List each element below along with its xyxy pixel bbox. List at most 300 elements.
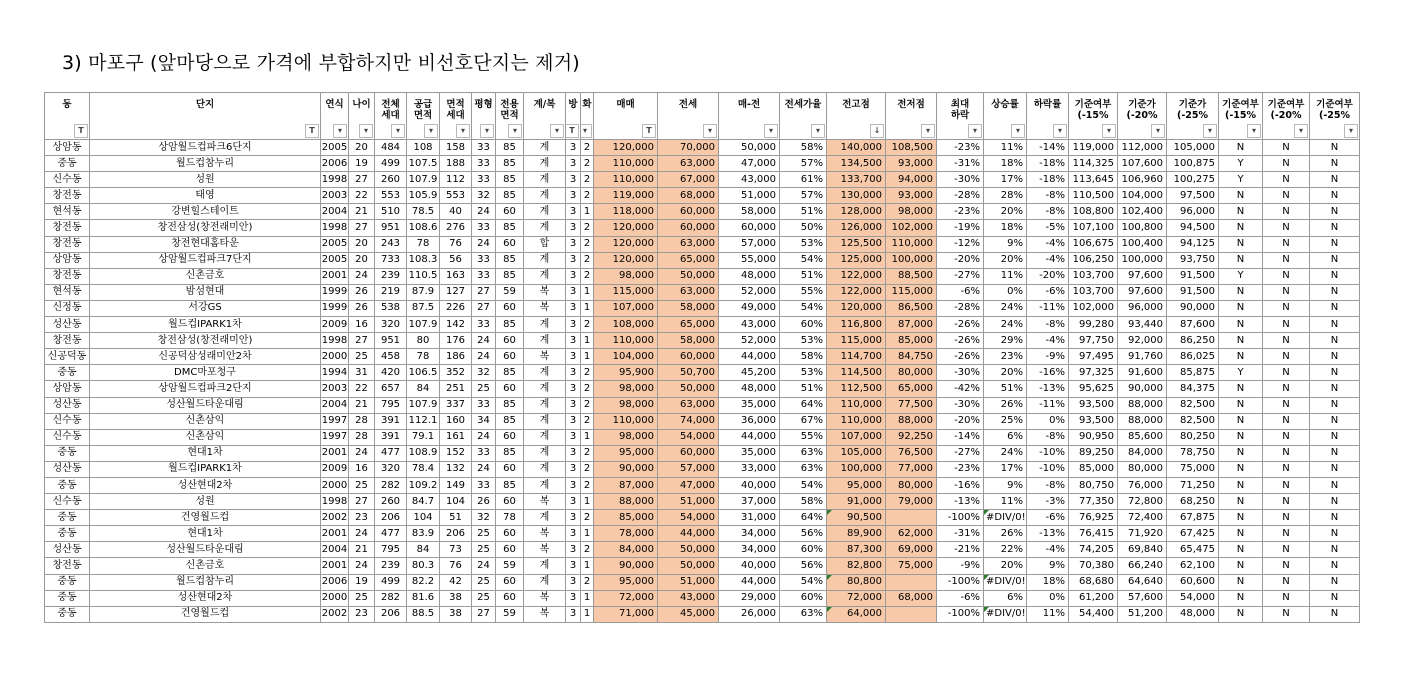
table-cell[interactable]: 102,000 (886, 220, 937, 236)
table-cell[interactable]: 87.5 (407, 300, 440, 316)
table-cell[interactable]: 119,000 (594, 188, 658, 204)
table-cell[interactable]: 58,000 (719, 204, 780, 220)
table-cell[interactable]: 70,000 (658, 140, 719, 156)
table-cell[interactable]: 31 (349, 365, 375, 381)
table-cell[interactable]: -8% (1027, 477, 1069, 493)
table-cell[interactable]: -4% (1027, 542, 1069, 558)
table-cell[interactable]: N (1263, 284, 1310, 300)
table-cell[interactable]: 82,500 (1167, 397, 1219, 413)
table-cell[interactable]: 110,000 (594, 156, 658, 172)
table-cell[interactable]: 38 (440, 606, 472, 622)
table-cell[interactable]: 63,000 (658, 236, 719, 252)
table-cell[interactable]: 1 (581, 494, 594, 510)
table-cell[interactable]: 3 (566, 172, 581, 188)
column-header[interactable] (1263, 93, 1310, 140)
table-cell[interactable]: N (1263, 461, 1310, 477)
column-header[interactable] (472, 93, 496, 140)
table-cell[interactable]: 1 (581, 333, 594, 349)
table-cell[interactable]: 60 (496, 526, 524, 542)
table-cell[interactable]: 3 (566, 333, 581, 349)
table-cell[interactable]: 103,700 (1069, 268, 1118, 284)
table-cell[interactable]: 현대1차 (90, 445, 321, 461)
table-cell[interactable]: N (1310, 300, 1360, 316)
table-cell[interactable]: N (1219, 188, 1263, 204)
table-cell[interactable]: 97,495 (1069, 349, 1118, 365)
table-cell[interactable]: 건영월드컵 (90, 606, 321, 622)
table-cell[interactable]: 99,280 (1069, 317, 1118, 333)
table-cell[interactable]: 80,000 (886, 365, 937, 381)
table-cell[interactable]: N (1219, 236, 1263, 252)
table-cell[interactable]: -19% (937, 220, 984, 236)
table-cell[interactable]: 2002 (321, 606, 349, 622)
table-cell[interactable]: 창전동 (45, 333, 90, 349)
table-cell[interactable]: 78 (407, 349, 440, 365)
table-cell[interactable]: 85 (496, 365, 524, 381)
table-cell[interactable]: N (1310, 445, 1360, 461)
table-cell[interactable]: N (1310, 220, 1360, 236)
table-cell[interactable]: 53% (780, 236, 827, 252)
table-cell[interactable]: 계 (524, 397, 566, 413)
column-header[interactable] (375, 93, 407, 140)
table-cell[interactable]: 85,000 (1069, 461, 1118, 477)
filter-dropdown-icon[interactable]: ▾ (968, 124, 982, 138)
table-cell[interactable]: 60,600 (1167, 574, 1219, 590)
table-cell[interactable]: 110,000 (827, 413, 886, 429)
table-cell[interactable]: 84 (407, 381, 440, 397)
table-cell[interactable]: -27% (937, 268, 984, 284)
table-cell[interactable]: 42 (440, 574, 472, 590)
table-cell[interactable]: 3 (566, 156, 581, 172)
table-cell[interactable]: 115,000 (827, 333, 886, 349)
table-cell[interactable]: 26% (984, 397, 1027, 413)
table-cell[interactable]: 2 (581, 252, 594, 268)
table-cell[interactable]: 40 (440, 204, 472, 220)
table-cell[interactable]: 27 (349, 172, 375, 188)
table-cell[interactable]: 104 (407, 510, 440, 526)
table-cell[interactable]: -16% (937, 477, 984, 493)
table-cell[interactable]: 계 (524, 365, 566, 381)
table-cell[interactable]: 109.2 (407, 477, 440, 493)
table-cell[interactable]: 282 (375, 477, 407, 493)
table-cell[interactable]: 1 (581, 606, 594, 622)
table-cell[interactable]: 100,000 (827, 461, 886, 477)
table-cell[interactable]: 6% (984, 429, 1027, 445)
table-cell[interactable]: -18% (1027, 172, 1069, 188)
table-cell[interactable]: 120,000 (594, 252, 658, 268)
table-cell[interactable]: 88.5 (407, 606, 440, 622)
table-cell[interactable]: 56% (780, 526, 827, 542)
table-cell[interactable]: 3 (566, 510, 581, 526)
table-cell[interactable]: 서강GS (90, 300, 321, 316)
table-cell[interactable]: 2001 (321, 268, 349, 284)
table-cell[interactable]: 43,000 (719, 317, 780, 333)
table-cell[interactable]: 176 (440, 333, 472, 349)
table-cell[interactable]: 계 (524, 172, 566, 188)
table-cell[interactable]: -3% (1027, 494, 1069, 510)
table-cell[interactable]: 54% (780, 252, 827, 268)
table-cell[interactable]: 77,350 (1069, 494, 1118, 510)
table-cell[interactable]: N (1219, 574, 1263, 590)
table-cell[interactable]: 계 (524, 477, 566, 493)
table-cell[interactable]: 밤섬현대 (90, 284, 321, 300)
table-cell[interactable]: 81.6 (407, 590, 440, 606)
table-cell[interactable]: 50,000 (658, 542, 719, 558)
table-cell[interactable]: N (1263, 606, 1310, 622)
table-cell[interactable]: 계 (524, 461, 566, 477)
table-cell[interactable]: -6% (1027, 510, 1069, 526)
table-cell[interactable]: 43,000 (658, 590, 719, 606)
table-cell[interactable]: 63,000 (658, 397, 719, 413)
table-cell[interactable]: 2 (581, 542, 594, 558)
filter-dropdown-icon[interactable]: ▾ (550, 124, 564, 138)
table-cell[interactable]: 90,950 (1069, 429, 1118, 445)
table-cell[interactable]: 27 (349, 333, 375, 349)
table-cell[interactable]: 현대1차 (90, 526, 321, 542)
table-cell[interactable]: 91,500 (1167, 268, 1219, 284)
table-cell[interactable]: 11% (984, 140, 1027, 156)
table-cell[interactable]: -4% (1027, 333, 1069, 349)
table-cell[interactable]: 33 (472, 445, 496, 461)
filter-dropdown-icon[interactable]: T (642, 124, 656, 138)
table-cell[interactable]: N (1263, 558, 1310, 574)
table-cell[interactable]: 80,800 (827, 574, 886, 590)
table-cell[interactable]: 84 (407, 542, 440, 558)
table-cell[interactable]: 33 (472, 252, 496, 268)
table-cell[interactable]: 51,000 (658, 574, 719, 590)
column-header[interactable] (886, 93, 937, 140)
table-cell[interactable]: 60,000 (658, 445, 719, 461)
table-cell[interactable]: 3 (566, 461, 581, 477)
table-cell[interactable]: 24 (472, 429, 496, 445)
table-cell[interactable]: -23% (937, 204, 984, 220)
table-cell[interactable]: -30% (937, 397, 984, 413)
table-cell[interactable]: 3 (566, 429, 581, 445)
table-cell[interactable]: 신촌삼익 (90, 413, 321, 429)
table-cell[interactable]: 114,700 (827, 349, 886, 365)
table-cell[interactable]: 44,000 (658, 526, 719, 542)
table-cell[interactable]: -10% (1027, 461, 1069, 477)
table-cell[interactable]: 계 (524, 317, 566, 333)
table-cell[interactable]: 신촌삼익 (90, 429, 321, 445)
table-cell[interactable]: 28 (349, 429, 375, 445)
table-cell[interactable]: -8% (1027, 429, 1069, 445)
table-cell[interactable]: 951 (375, 333, 407, 349)
table-cell[interactable]: 26 (349, 300, 375, 316)
table-cell[interactable]: 27 (472, 300, 496, 316)
table-cell[interactable]: 복 (524, 590, 566, 606)
table-cell[interactable]: -28% (937, 300, 984, 316)
table-cell[interactable]: 중동 (45, 526, 90, 542)
table-cell[interactable]: 114,500 (827, 365, 886, 381)
table-cell[interactable]: 50,700 (658, 365, 719, 381)
table-cell[interactable]: 25 (349, 590, 375, 606)
table-cell[interactable]: 95,900 (594, 365, 658, 381)
column-header[interactable] (1219, 93, 1263, 140)
table-cell[interactable]: 1999 (321, 284, 349, 300)
table-cell[interactable]: 76,000 (1118, 477, 1167, 493)
table-cell[interactable]: 57,600 (1118, 590, 1167, 606)
table-cell[interactable]: 133,700 (827, 172, 886, 188)
table-cell[interactable]: 55,000 (719, 252, 780, 268)
table-cell[interactable]: 98,000 (594, 397, 658, 413)
table-cell[interactable]: 100,800 (1118, 220, 1167, 236)
table-cell[interactable]: 51,000 (719, 188, 780, 204)
table-cell[interactable]: 창전현대홈타운 (90, 236, 321, 252)
table-cell[interactable]: 106.5 (407, 365, 440, 381)
table-cell[interactable]: 75,000 (886, 558, 937, 574)
table-cell[interactable]: 88,000 (1118, 397, 1167, 413)
table-cell[interactable]: 110,000 (594, 413, 658, 429)
table-cell[interactable]: 2000 (321, 349, 349, 365)
table-cell[interactable]: 79,000 (886, 494, 937, 510)
column-header[interactable] (90, 93, 321, 140)
table-cell[interactable]: 107.9 (407, 317, 440, 333)
table-cell[interactable]: 88,000 (594, 494, 658, 510)
column-header[interactable] (594, 93, 658, 140)
table-cell[interactable]: 122,000 (827, 268, 886, 284)
table-cell[interactable]: 36,000 (719, 413, 780, 429)
table-cell[interactable]: 92,000 (1118, 333, 1167, 349)
table-cell[interactable]: 91,000 (827, 494, 886, 510)
table-cell[interactable]: 100,400 (1118, 236, 1167, 252)
table-cell[interactable]: 2001 (321, 445, 349, 461)
table-cell[interactable]: 28% (984, 188, 1027, 204)
filter-dropdown-icon[interactable]: T (74, 124, 88, 138)
table-cell[interactable]: 104,000 (594, 349, 658, 365)
table-cell[interactable]: 계 (524, 140, 566, 156)
table-cell[interactable]: 19 (349, 156, 375, 172)
table-cell[interactable]: 19 (349, 574, 375, 590)
table-cell[interactable]: 78,000 (594, 526, 658, 542)
table-cell[interactable]: 251 (440, 381, 472, 397)
table-cell[interactable]: 93,000 (886, 156, 937, 172)
column-header[interactable] (440, 93, 472, 140)
table-cell[interactable]: N (1310, 397, 1360, 413)
table-cell[interactable]: 58,000 (658, 300, 719, 316)
table-cell[interactable]: 68,680 (1069, 574, 1118, 590)
table-cell[interactable]: N (1219, 461, 1263, 477)
table-cell[interactable]: N (1263, 333, 1310, 349)
table-cell[interactable]: 25 (472, 574, 496, 590)
table-cell[interactable]: 68,250 (1167, 494, 1219, 510)
table-cell[interactable]: 106,960 (1118, 172, 1167, 188)
table-cell[interactable]: 합 (524, 236, 566, 252)
table-cell[interactable]: N (1310, 252, 1360, 268)
table-cell[interactable]: 40,000 (719, 477, 780, 493)
column-header[interactable] (1069, 93, 1118, 140)
table-cell[interactable]: 795 (375, 542, 407, 558)
table-cell[interactable]: 78.4 (407, 461, 440, 477)
table-cell[interactable]: N (1310, 542, 1360, 558)
filter-dropdown-icon[interactable]: ▾ (1203, 124, 1217, 138)
table-cell[interactable]: 352 (440, 365, 472, 381)
table-cell[interactable]: 100,000 (1118, 252, 1167, 268)
table-cell[interactable]: 54% (780, 477, 827, 493)
table-cell[interactable]: 52,000 (719, 333, 780, 349)
table-cell[interactable]: N (1219, 252, 1263, 268)
table-cell[interactable]: 458 (375, 349, 407, 365)
table-cell[interactable]: N (1263, 349, 1310, 365)
table-cell[interactable]: 2 (581, 220, 594, 236)
filter-dropdown-icon[interactable]: ▾ (764, 124, 778, 138)
table-cell[interactable]: 243 (375, 236, 407, 252)
table-cell[interactable]: 107,000 (594, 300, 658, 316)
table-cell[interactable]: -6% (937, 590, 984, 606)
table-cell[interactable]: 48,000 (1167, 606, 1219, 622)
column-header[interactable] (581, 93, 594, 140)
table-cell[interactable]: -10% (1027, 445, 1069, 461)
table-cell[interactable]: 226 (440, 300, 472, 316)
table-cell[interactable]: 56 (440, 252, 472, 268)
table-cell[interactable]: 75,000 (1167, 461, 1219, 477)
table-cell[interactable]: 63,000 (658, 156, 719, 172)
table-cell[interactable]: 2000 (321, 590, 349, 606)
table-cell[interactable]: -23% (937, 461, 984, 477)
table-cell[interactable]: 성산동 (45, 542, 90, 558)
table-cell[interactable]: 22% (984, 542, 1027, 558)
table-cell[interactable]: 110,000 (886, 236, 937, 252)
table-cell[interactable]: 88,000 (1118, 413, 1167, 429)
table-cell[interactable]: 477 (375, 445, 407, 461)
table-cell[interactable]: -100% (937, 574, 984, 590)
table-cell[interactable]: 62,100 (1167, 558, 1219, 574)
table-cell[interactable]: 2 (581, 477, 594, 493)
table-cell[interactable]: 계 (524, 574, 566, 590)
column-header[interactable] (1167, 93, 1219, 140)
table-cell[interactable]: 73 (440, 542, 472, 558)
table-cell[interactable]: 74,000 (658, 413, 719, 429)
table-cell[interactable]: 98,000 (886, 204, 937, 220)
table-cell[interactable]: 3 (566, 445, 581, 461)
table-cell[interactable]: 86,025 (1167, 349, 1219, 365)
table-cell[interactable]: 45,000 (658, 606, 719, 622)
table-cell[interactable]: 89,250 (1069, 445, 1118, 461)
table-cell[interactable]: 499 (375, 156, 407, 172)
table-cell[interactable]: 창전동 (45, 220, 90, 236)
column-header[interactable] (827, 93, 886, 140)
table-cell[interactable]: 186 (440, 349, 472, 365)
table-cell[interactable]: 9% (984, 236, 1027, 252)
table-cell[interactable]: N (1219, 317, 1263, 333)
table-cell[interactable]: 158 (440, 140, 472, 156)
table-cell[interactable]: 60 (496, 590, 524, 606)
table-cell[interactable]: 35,000 (719, 445, 780, 461)
table-cell[interactable]: 20 (349, 236, 375, 252)
table-cell[interactable]: N (1219, 204, 1263, 220)
table-cell[interactable]: 3 (566, 590, 581, 606)
table-cell[interactable]: 21 (349, 397, 375, 413)
table-cell[interactable]: 114,325 (1069, 156, 1118, 172)
table-cell[interactable]: 60 (496, 461, 524, 477)
table-cell[interactable]: N (1263, 317, 1310, 333)
table-cell[interactable]: 24 (472, 558, 496, 574)
table-cell[interactable]: N (1310, 284, 1360, 300)
table-cell[interactable]: 477 (375, 526, 407, 542)
table-cell[interactable]: 538 (375, 300, 407, 316)
table-cell[interactable]: 97,500 (1167, 188, 1219, 204)
table-cell[interactable]: 1997 (321, 413, 349, 429)
table-cell[interactable]: 120,000 (594, 236, 658, 252)
table-cell[interactable]: 0% (1027, 590, 1069, 606)
table-cell[interactable]: 계 (524, 252, 566, 268)
table-cell[interactable]: 239 (375, 268, 407, 284)
table-cell[interactable]: 72,400 (1118, 510, 1167, 526)
table-cell[interactable]: 성산동 (45, 461, 90, 477)
table-cell[interactable]: 57,000 (719, 236, 780, 252)
table-cell[interactable]: 107.5 (407, 156, 440, 172)
table-cell[interactable]: 38 (440, 590, 472, 606)
table-cell[interactable]: 3 (566, 349, 581, 365)
table-cell[interactable]: -42% (937, 381, 984, 397)
table-cell[interactable]: 3 (566, 140, 581, 156)
table-cell[interactable]: 86,250 (1167, 333, 1219, 349)
table-cell[interactable]: 신수동 (45, 172, 90, 188)
table-cell[interactable]: 795 (375, 397, 407, 413)
table-cell[interactable]: 25 (349, 477, 375, 493)
table-cell[interactable]: 1 (581, 300, 594, 316)
table-cell[interactable]: -11% (1027, 300, 1069, 316)
table-cell[interactable]: 3 (566, 397, 581, 413)
table-cell[interactable]: 67,425 (1167, 526, 1219, 542)
table-cell[interactable]: 60,000 (658, 204, 719, 220)
table-cell[interactable]: N (1263, 413, 1310, 429)
table-cell[interactable]: 태영 (90, 188, 321, 204)
table-cell[interactable]: 21 (349, 542, 375, 558)
table-cell[interactable]: 108,800 (1069, 204, 1118, 220)
table-cell[interactable]: 78 (496, 510, 524, 526)
table-cell[interactable]: 57% (780, 156, 827, 172)
table-cell[interactable]: N (1219, 590, 1263, 606)
table-cell[interactable]: 93,500 (1069, 413, 1118, 429)
column-header[interactable] (407, 93, 440, 140)
table-cell[interactable]: 92,250 (886, 429, 937, 445)
table-cell[interactable]: 93,440 (1118, 317, 1167, 333)
filter-dropdown-icon[interactable]: ▾ (359, 124, 373, 138)
table-cell[interactable]: 55% (780, 429, 827, 445)
table-cell[interactable]: 105.9 (407, 188, 440, 204)
table-cell[interactable]: 57,000 (658, 461, 719, 477)
table-cell[interactable]: 60,000 (719, 220, 780, 236)
table-cell[interactable]: 2005 (321, 252, 349, 268)
table-cell[interactable]: 2005 (321, 140, 349, 156)
table-cell[interactable]: 중동 (45, 590, 90, 606)
table-cell[interactable]: 126,000 (827, 220, 886, 236)
table-cell[interactable]: 월드컵참누리 (90, 574, 321, 590)
table-cell[interactable]: 23% (984, 349, 1027, 365)
table-cell[interactable]: 2000 (321, 477, 349, 493)
table-cell[interactable]: 76 (440, 558, 472, 574)
table-cell[interactable]: 62,000 (886, 526, 937, 542)
table-cell[interactable]: 1 (581, 204, 594, 220)
filter-dropdown-icon[interactable]: ▾ (811, 124, 825, 138)
table-cell[interactable]: -26% (937, 317, 984, 333)
table-cell[interactable]: 119,000 (1069, 140, 1118, 156)
table-cell[interactable]: 54,400 (1069, 606, 1118, 622)
table-cell[interactable]: -8% (1027, 188, 1069, 204)
table-cell[interactable]: -20% (937, 252, 984, 268)
filter-dropdown-icon[interactable]: ▾ (456, 124, 470, 138)
table-cell[interactable]: 107,100 (1069, 220, 1118, 236)
table-cell[interactable]: 103,700 (1069, 284, 1118, 300)
table-cell[interactable] (886, 606, 937, 622)
table-cell[interactable]: 11% (1027, 606, 1069, 622)
column-header[interactable] (1027, 93, 1069, 140)
table-cell[interactable]: 68,000 (658, 188, 719, 204)
table-cell[interactable]: 중동 (45, 510, 90, 526)
table-cell[interactable]: 24 (472, 204, 496, 220)
table-cell[interactable]: N (1219, 526, 1263, 542)
table-cell[interactable]: 1998 (321, 220, 349, 236)
